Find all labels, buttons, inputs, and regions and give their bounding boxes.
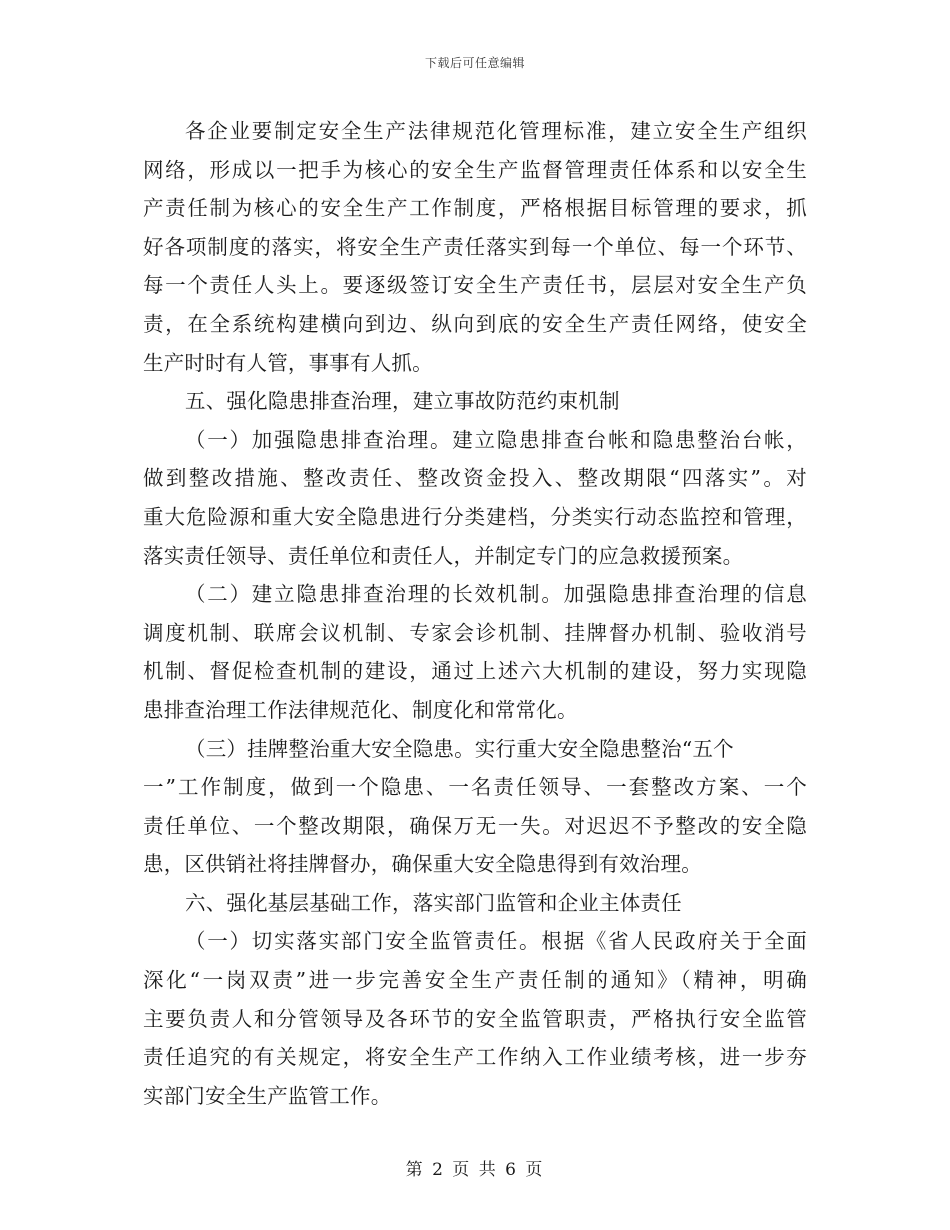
text-line: （一）加强隐患排查治理。建立隐患排查台帐和隐患整治台帐，: [185, 427, 807, 452]
text-line: 责任追究的有关规定，将安全生产工作纳入工作业绩考核，进一步夯: [143, 1045, 807, 1070]
document-body: [143, 112, 807, 1115]
page-header-note: 下载后可任意编辑: [424, 56, 525, 70]
text-line: 患，区供销社将挂牌督办，确保重大安全隐患得到有效治理。: [143, 852, 702, 877]
text-line: 生产时时有人管，事事有人抓。: [143, 350, 433, 375]
text-line: 机制、督促检查机制的建设，通过上述六大机制的建设，努力实现隐: [143, 659, 807, 684]
text-line: 做到整改措施、整改责任、整改资金投入、整改期限“四落实”。对: [143, 466, 807, 491]
page-number: 第 2 页 共 6 页: [405, 1160, 545, 1180]
text-line: 落实责任领导、责任单位和责任人，并制定专门的应急救援预案。: [143, 543, 744, 568]
text-line: 主要负责人和分管领导及各环节的安全监管职责，严格执行安全监管: [143, 1006, 807, 1031]
text-line: 深化“一岗双责”进一步完善安全生产责任制的通知》（精神，明确: [143, 968, 807, 993]
text-line: 重大危险源和重大安全隐患进行分类建档，分类实行动态监控和管理，: [143, 504, 807, 529]
text-line: 好各项制度的落实，将安全生产责任落实到每一个单位、每一个环节、: [143, 234, 807, 259]
text-line: 实部门安全生产监管工作。: [143, 1083, 392, 1108]
text-line: 产责任制为核心的安全生产工作制度，严格根据目标管理的要求，抓: [143, 196, 807, 221]
text-line: 五、强化隐患排查治理，建立事故防范约束机制: [185, 389, 620, 414]
text-line: 调度机制、联席会议机制、专家会诊机制、挂牌督办机制、验收消号: [143, 620, 807, 645]
text-line: 责，在全系统构建横向到边、纵向到底的安全生产责任网络，使安全: [143, 311, 807, 336]
text-line: 六、强化基层基础工作，落实部门监管和企业主体责任: [185, 890, 682, 915]
text-line: （三）挂牌整治重大安全隐患。实行重大安全隐患整治“五个: [185, 736, 734, 761]
text-line: 患排查治理工作法律规范化、制度化和常常化。: [143, 697, 578, 722]
text-line: 一”工作制度，做到一个隐患、一名责任领导、一套整改方案、一个: [143, 775, 807, 800]
text-line: 责任单位、一个整改期限，确保万无一失。对迟迟不予整改的安全隐: [143, 813, 807, 838]
text-line: （一）切实落实部门安全监管责任。根据《省人民政府关于全面: [185, 929, 807, 954]
text-line: （二）建立隐患排查治理的长效机制。加强隐患排查治理的信息: [185, 582, 807, 607]
text-line: 各企业要制定安全生产法律规范化管理标准，建立安全生产组织: [185, 119, 807, 143]
text-line: 每一个责任人头上。要逐级签订安全生产责任书，层层对安全生产负: [143, 273, 807, 298]
text-line: 网络，形成以一把手为核心的安全生产监督管理责任体系和以安全生: [143, 157, 807, 182]
